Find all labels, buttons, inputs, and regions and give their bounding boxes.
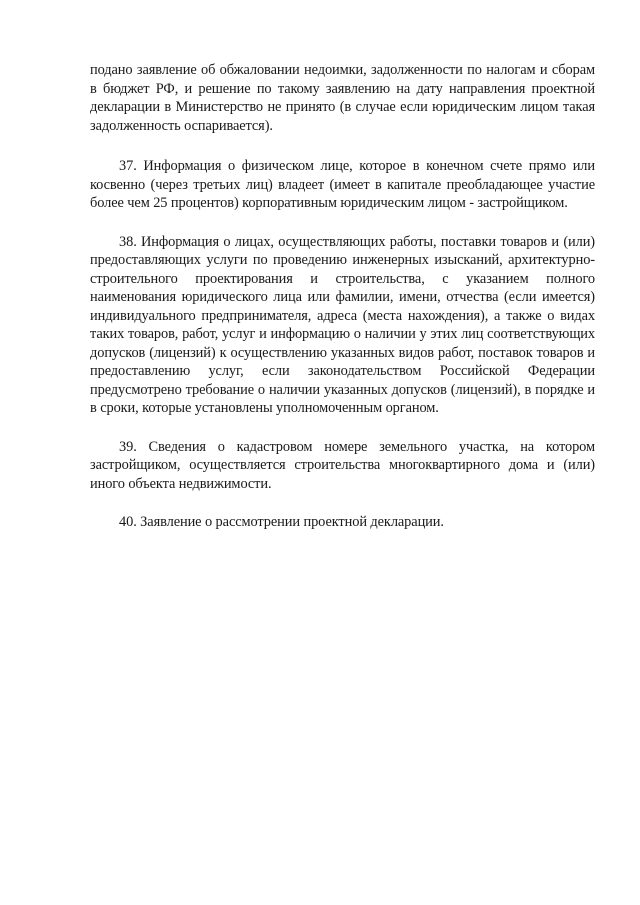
paragraph-item-39: 39. Сведения о кадастровом номере земельного участка, на котором застройщиком, осуществляется строительства многоквартирного дома и (или) иного объекта недвижимости. bbox=[90, 438, 595, 492]
document-page bbox=[90, 61, 595, 532]
paragraph-continuation: подано заявление об обжаловании недоимки, задолженности по налогам и сборам в бюджет РФ, и решение по такому заявлению на дату направления проектной декларации в Министерство не принято (в случае если юридическим лицом такая задолженность оспаривается). bbox=[90, 62, 595, 134]
paragraph-item-37: 37. Информация о физическом лице, которое в конечном счете прямо или косвенно (через третьих лиц) владеет (имеет в капитале преобладающее участие более чем 25 процентов) корпоративным юридическим лицом - застройщиком. bbox=[90, 158, 595, 211]
paragraph-item-40: 40. Заявление о рассмотрении проектной декларации. bbox=[119, 514, 444, 530]
paragraph-item-38: 38. Информация о лицах, осуществляющих работы, поставки товаров и (или) предоставляющих услуги по проведению инженерных изысканий, архитектурно-строительного проектирования и строительства, с указанием полного наименования юридического лица или фамилии, имени, отчества (если имеется) индивидуального предпринимателя, адреса (места нахождения), а также о видах таких товаров, работ, услуг и информацию о наличии у этих лиц соответствующих допусков (лицензий) к осуществлению указанных видов работ, поставок товаров и предоставлению услуг, если законодательством Российской Федерации предусмотрено требование о наличии указанных допусков (лицензий), в порядке и в сроки, которые установлены уполномоченным органом. bbox=[90, 233, 595, 416]
